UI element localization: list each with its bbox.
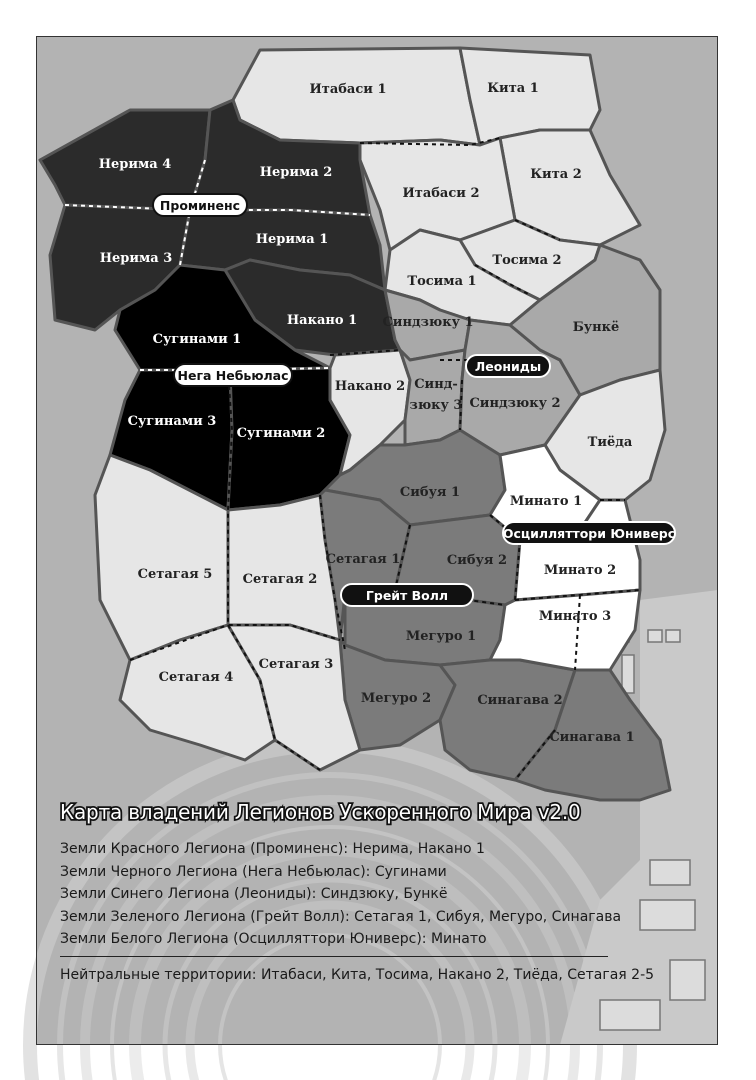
district-setagaya-2 <box>228 495 340 640</box>
label-bunkyo: Бункё <box>572 320 620 335</box>
label-kita-1: Кита 1 <box>487 81 539 96</box>
label-chiyoda: Тиёда <box>587 435 633 450</box>
label-nerima-1: Нерима 1 <box>255 232 329 247</box>
legend-red-legion: Земли Красного Легиона (Проминенс): Нерима, Накано 1 <box>60 841 485 857</box>
label-suginami-2: Сугинами 2 <box>236 426 326 441</box>
label-setagaya-3: Сетагая 3 <box>258 657 334 672</box>
label-shibuya-1: Сибуя 1 <box>399 485 461 500</box>
label-shinjuku-3-line1: Синд- <box>414 377 458 392</box>
label-shinjuku-3-line2: зюку 3 <box>409 398 463 413</box>
legend-neutral-territories: Нейтральные территории: Итабаси, Кита, Тосима, Накано 2, Тиёда, Сетагая 2-5 <box>60 966 655 983</box>
legend-green-legion: Земли Зеленого Легиона (Грейт Волл): Сетагая 1, Сибуя, Мегуро, Синагава <box>60 908 622 925</box>
label-meguro-2: Мегуро 2 <box>360 691 432 706</box>
label-nerima-4: Нерима 4 <box>98 157 172 172</box>
label-minato-3: Минато 3 <box>538 609 612 624</box>
label-kita-2: Кита 2 <box>530 167 582 182</box>
legion-badge-leonids <box>466 355 550 377</box>
label-suginami-3: Сугинами 3 <box>127 414 217 429</box>
label-setagaya-1: Сетагая 1 <box>325 552 401 567</box>
legion-badge-great-wall <box>341 584 473 606</box>
map-title: Карта владений Легионов Ускоренного Мира v2.0 <box>60 800 581 824</box>
legion-badge-leonids-label: Леониды <box>474 359 542 374</box>
label-nakano-2: Накано 2 <box>334 379 406 394</box>
legend-divider <box>60 956 608 957</box>
label-shinjuku-1: Синдзюку 1 <box>382 315 474 330</box>
label-nakano-1: Накано 1 <box>286 313 358 328</box>
label-itabashi-1: Итабаси 1 <box>309 82 387 97</box>
label-minato-2: Минато 2 <box>543 563 617 578</box>
legend-blue-legion: Земли Синего Легиона (Леониды): Синдзюку, Бункё <box>60 886 448 902</box>
legion-badge-oscillatory-label: Осцилляттори Юниверс <box>502 526 676 541</box>
legion-badge-nega-nebulus-label: Нега Небьюлас <box>177 368 289 383</box>
legion-badge-prominence <box>153 194 247 216</box>
label-shinagawa-1: Синагава 1 <box>549 730 635 745</box>
legend-white-legion: Земли Белого Легиона (Осцилляттори Юниверс): Минато <box>60 931 487 947</box>
label-nerima-3: Нерима 3 <box>99 251 173 266</box>
label-shinagawa-2: Синагава 2 <box>477 693 563 708</box>
district-minato-3 <box>490 590 640 670</box>
legion-badge-great-wall-label: Грейт Волл <box>365 588 449 603</box>
label-suginami-1: Сугинами 1 <box>152 332 242 347</box>
label-setagaya-4: Сетагая 4 <box>158 670 234 685</box>
legion-badge-nega-nebulus <box>174 364 292 386</box>
label-setagaya-5: Сетагая 5 <box>137 567 213 582</box>
legend-black-legion: Земли Черного Легиона (Нега Небьюлас): Сугинами <box>60 863 447 880</box>
label-itabashi-2: Итабаси 2 <box>402 186 480 201</box>
label-minato-1: Минато 1 <box>509 494 583 509</box>
label-shibuya-2: Сибуя 2 <box>446 553 508 568</box>
label-setagaya-2: Сетагая 2 <box>242 572 318 587</box>
label-meguro-1: Мегуро 1 <box>405 629 477 644</box>
label-toshima-2: Тосима 2 <box>492 253 562 268</box>
label-nerima-2: Нерима 2 <box>259 165 333 180</box>
label-toshima-1: Тосима 1 <box>407 274 477 289</box>
map-legend <box>60 800 700 986</box>
legion-badge-oscillatory <box>503 522 675 544</box>
label-shinjuku-2: Синдзюку 2 <box>469 396 561 411</box>
legion-badge-prominence-label: Проминенс <box>159 198 241 213</box>
